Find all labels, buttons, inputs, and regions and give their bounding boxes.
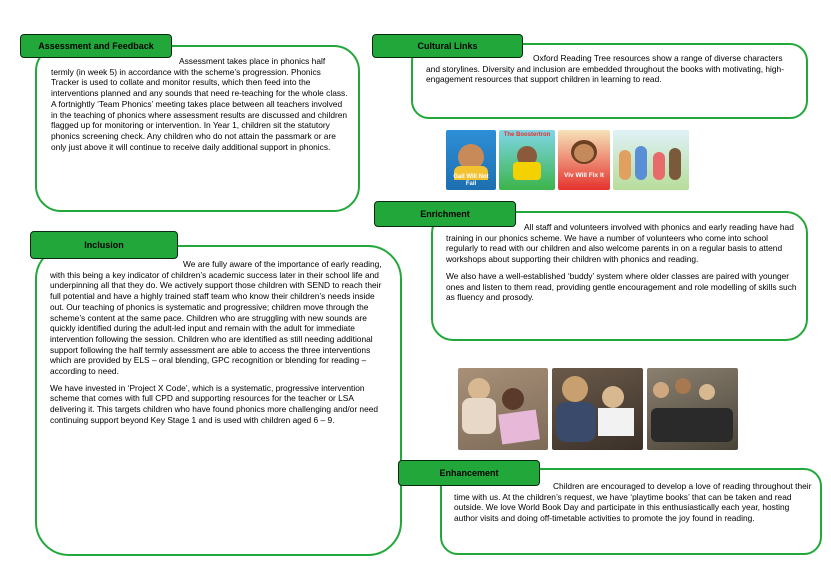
enhancement-paragraph: Children are encouraged to develop a love of reading throughout their time with us. At the children’s request, we have ‘playtime books’ that can be taken and read outside. We love World Book Day and participate in this enthusiastically each year, hosting author visits and doing off-timetable activities to promote the joy found in reading. [454, 481, 812, 524]
enhancement-text [454, 481, 812, 530]
reading-photo-2 [552, 368, 643, 450]
book-title: Gail Will Not Fail [453, 174, 489, 187]
book-cover-viv [558, 130, 610, 190]
enhancement-title: Enhancement [398, 460, 540, 486]
reading-photo-3 [647, 368, 738, 450]
book-cover-gail [446, 130, 496, 190]
assessment-text [51, 56, 349, 158]
inclusion-paragraph-2: We have invested in ‘Project X Code’, which is a systematic, progressive intervention scheme that comes with full CPD and supporting resources for the teacher or LSA delivering it. This targets children who have found phonics more challenging and/or need continuing support beyond Key Stage 1 and is used with children aged 6 – 9. [50, 382, 379, 425]
assessment-paragraph: Assessment takes place in phonics half termly (in week 5) in accordance with the scheme’s progression. Phonics Tracker is used to collate and monitor results, which then feed into the interventions planned and any sounds that need re-teaching for the whole class. A fortnightly ‘Team Phonics’ meeting takes place between all teachers involved in the teaching of phonics where assessment results are discussed and children flagged up for monitoring or intervention. In Year 1, children sit the statutory phonics screening check. Any children who do not attain the passmark or are only just above it will continue to receive daily additional support in phonics. [51, 56, 348, 152]
book-cover-boostertron [499, 130, 555, 190]
enrichment-paragraph-2: We also have a well-established ‘buddy’ system where older classes are paired with younger ones and listen to them read, providing gentle encouragement and role modelling of skills such as fluency and prosody. [446, 270, 797, 303]
enrichment-title: Enrichment [374, 201, 516, 227]
cultural-title: Cultural Links [372, 34, 523, 58]
book-title: The Boostertron [503, 132, 551, 138]
inclusion-paragraph-1: We are fully aware of the importance of early reading, with this being a key indicator of children’s academic success later in their school life and underpinning all that they do. We actively support those children with SEND to reach their full potential and have a highly trained staff team who know their children’s needs inside out. Our teaching of phonics is systematic and progressive; children move through the scheme’s content at the same pace. Children who are struggling with new sounds are quickly identified during the adult-led input and remain with the adult for immediate intervention following the session. Children who are identified as still needing additional support following the half termly assessment are able to access the three interventions which are provided by ELS – oral blending, GPC recognition or blending for reading – according to need. [50, 259, 382, 377]
cultural-paragraph: Oxford Reading Tree resources show a range of diverse characters and storylines. Diversity and inclusion are embedded throughout the books with motivating, high-engagement resources that support children in learning to read. [426, 53, 784, 85]
enrichment-paragraph-1: All staff and volunteers involved with phonics and early reading have had training in our phonics scheme. We have a number of volunteers who come into school regularly to read with our children and also welcome parents in on a regular basis to attend workshops about supporting their children with phonics and reading. [446, 222, 794, 265]
cultural-text [426, 53, 798, 91]
inclusion-title: Inclusion [30, 231, 178, 259]
reading-photo-1 [458, 368, 548, 450]
enrichment-text [446, 222, 798, 309]
characters-illustration [613, 130, 689, 190]
assessment-title: Assessment and Feedback [20, 34, 172, 58]
inclusion-text [50, 259, 390, 432]
book-title: Viv Will Fix It [564, 172, 604, 179]
